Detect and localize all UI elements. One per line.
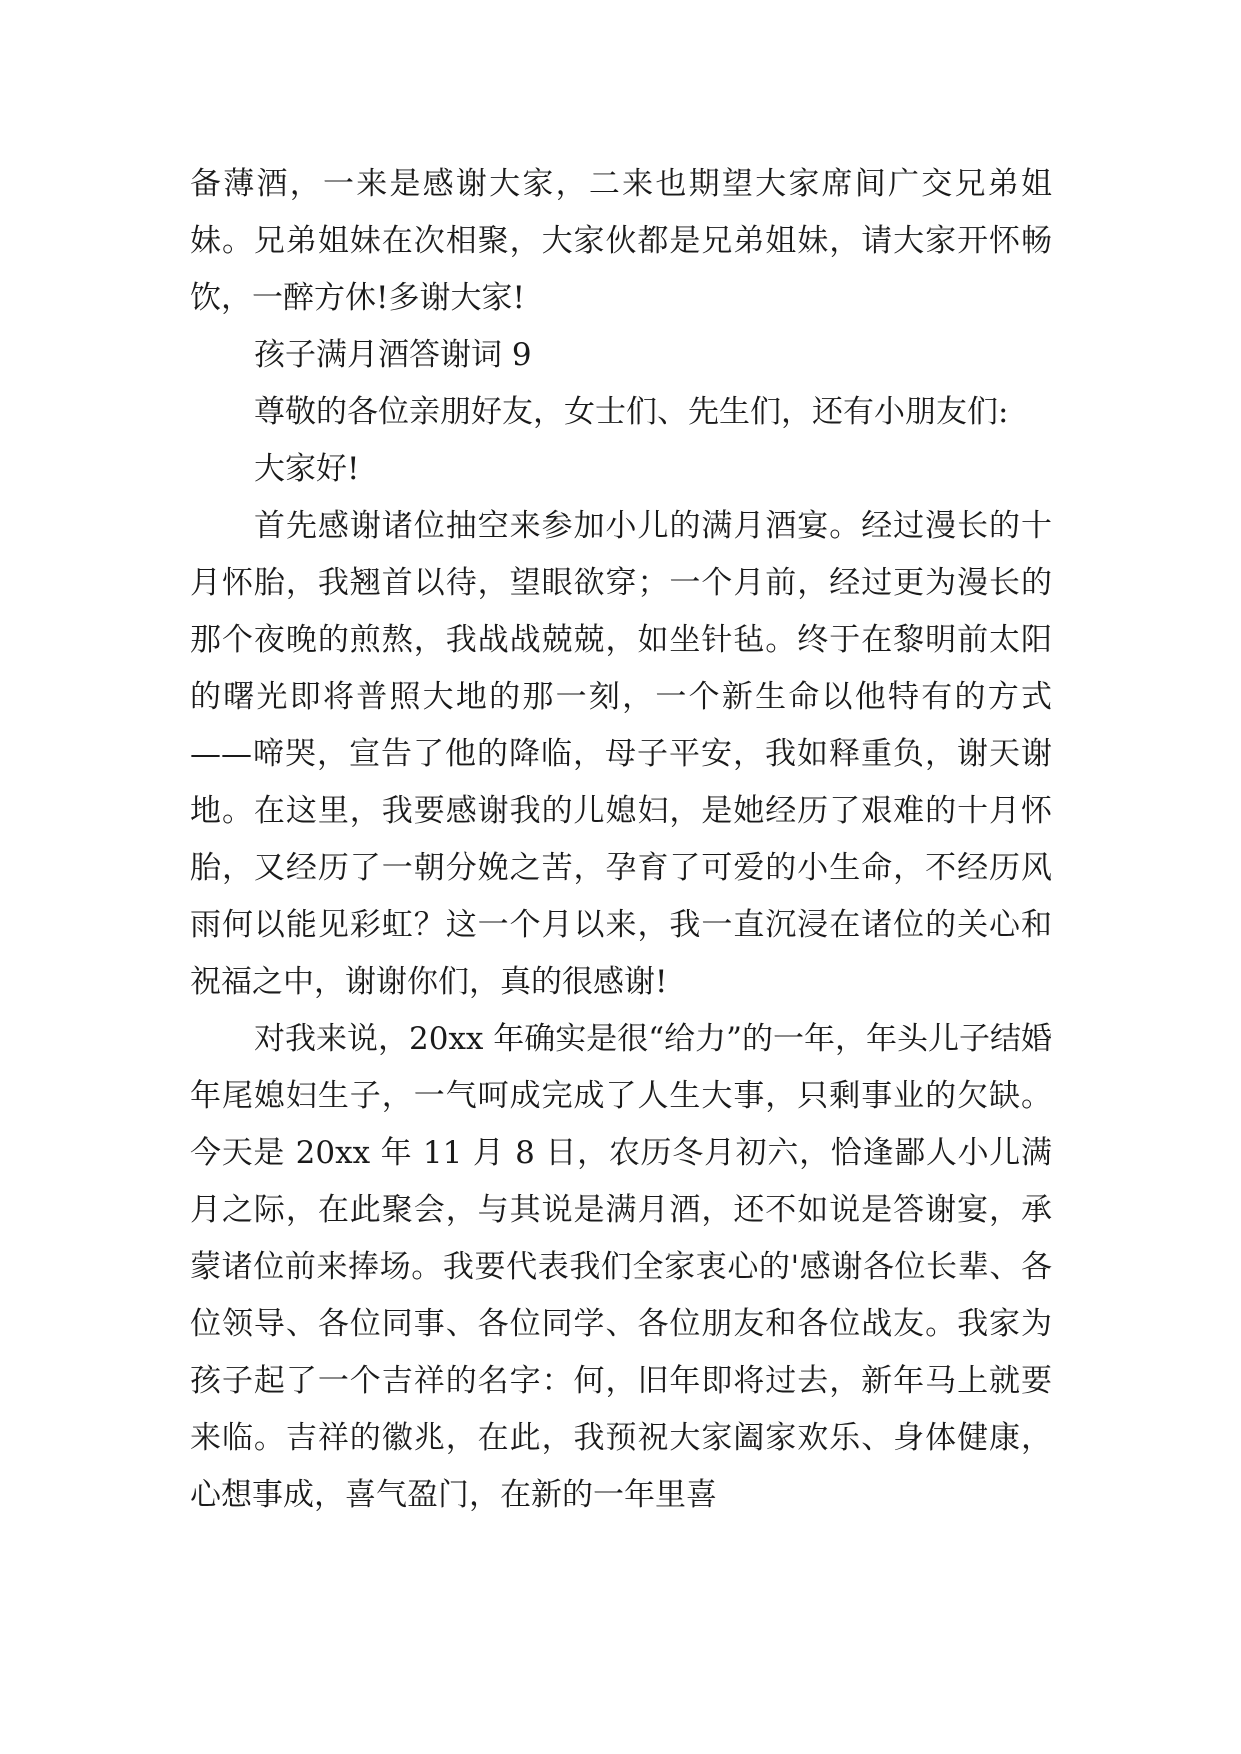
paragraph-1: 备薄酒，一来是感谢大家，二来也期望大家席间广交兄弟姐妹。兄弟姐妹在次相聚，大家伙都是兄弟姐妹，请大家开怀畅饮，一醉方休!多谢大家! xyxy=(190,166,1052,316)
paragraph-thanks: 首先感谢诸位抽空来参加小儿的满月酒宴。经过漫长的十月怀胎，我翘首以待，望眼欲穿；一个月前，经过更为漫长的那个夜晚的煎熬，我战战兢兢，如坐针毡。终于在黎明前太阳的曙光即将普照大地的那一刻，一个新生命以他特有的方式——啼哭，宣告了他的降临，母子平安，我如释重负，谢天谢地。在这里，我要感谢我的儿媳妇，是她经历了艰难的十月怀胎，又经历了一朝分娩之苦，孕育了可爱的小生命，不经历风雨何以能见彩虹？这一个月以来，我一直沉浸在诸位的关心和祝福之中，谢谢你们，真的很感谢! xyxy=(190,508,1052,1000)
salutation: 尊敬的各位亲朋好友，女士们、先生们，还有小朋友们: xyxy=(254,394,1009,430)
section-heading: 孩子满月酒答谢词 9 xyxy=(254,337,532,373)
greeting: 大家好! xyxy=(254,451,360,487)
paragraph-year: 对我来说，20xx 年确实是很“给力”的一年，年头儿子结婚年尾媳妇生子，一气呵成完成了人生大事，只剩事业的欠缺。今天是 20xx 年 11 月 8 日，农历冬月初六，恰逢鄙人小儿满月之际，在此聚会，与其说是满月酒，还不如说是答谢宴，承蒙诸位前来捧场。我要代表我们全家衷心的'感谢各位长辈、各位领导、各位同事、各位同学、各位朋友和各位战友。我家为孩子起了一个吉祥的名字：何，旧年即将过去，新年马上就要来临。吉祥的徽兆，在此，我预祝大家阖家欢乐、身体健康，心想事成，喜气盈门，在新的一年里喜 xyxy=(190,1021,1052,1513)
document-body xyxy=(190,156,1052,1524)
